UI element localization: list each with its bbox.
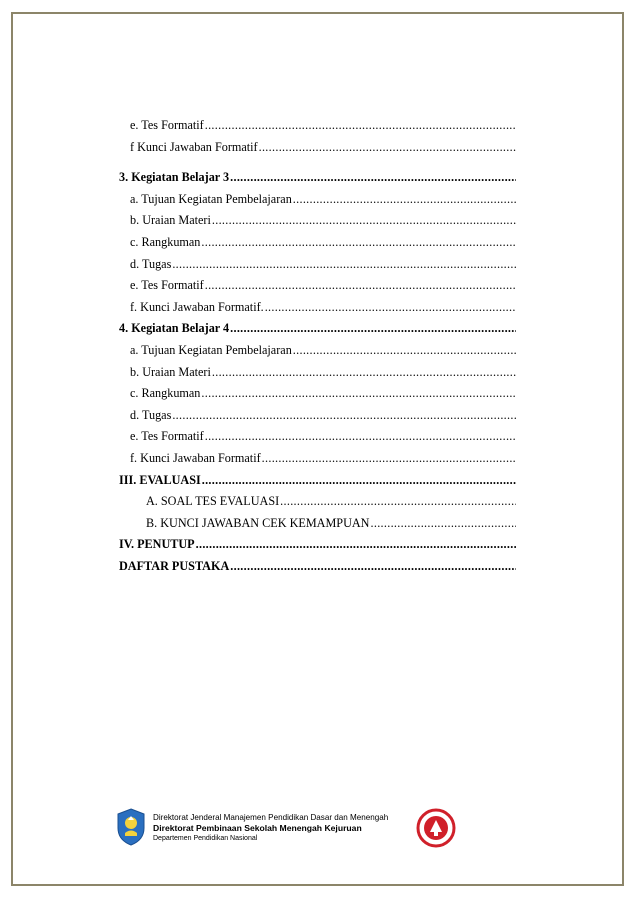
table-of-contents [119, 118, 516, 580]
toc-entry [119, 118, 516, 140]
toc-entry [119, 537, 516, 559]
toc-leader-dots [265, 300, 516, 315]
toc-entry-label: d. Tugas [130, 407, 172, 422]
toc-entry-label: f Kunci Jawaban Formatif [130, 139, 258, 154]
toc-leader-dots [230, 559, 516, 574]
toc-entry [119, 429, 516, 451]
toc-entry-label: III. EVALUASI [119, 472, 201, 487]
toc-leader-dots [230, 321, 516, 336]
toc-entry-label: e. Tes Formatif [130, 118, 204, 132]
toc-entry [119, 516, 516, 538]
toc-leader-dots [293, 192, 516, 207]
tut-wuri-handayani-logo-icon [116, 808, 146, 846]
toc-entry-label: b. Uraian Materi [130, 213, 211, 228]
toc-entry-label: f. Kunci Jawaban Formatif [130, 450, 261, 465]
toc-leader-dots [202, 473, 516, 488]
toc-entry [119, 451, 516, 473]
toc-entry [119, 235, 516, 257]
toc-entry-label: DAFTAR PUSTAKA [119, 558, 230, 573]
toc-leader-dots [259, 140, 516, 155]
toc-leader-dots [205, 429, 516, 444]
toc-entry [119, 473, 516, 495]
toc-entry-label: f. Kunci Jawaban Formatif. [130, 299, 264, 314]
toc-entry-label: B. KUNCI JAWABAN CEK KEMAMPUAN [146, 515, 370, 530]
toc-entry [119, 321, 516, 343]
toc-entry-label: A. SOAL TES EVALUASI [146, 494, 280, 509]
footer-text [153, 812, 388, 844]
toc-entry [119, 408, 516, 430]
toc-leader-dots [371, 516, 517, 531]
toc-leader-dots [262, 451, 516, 466]
toc-leader-dots [230, 170, 516, 185]
toc-entry-label: b. Uraian Materi [130, 364, 211, 379]
toc-entry-label: 4. Kegiatan Belajar 4 [119, 321, 230, 336]
toc-entry [119, 559, 516, 581]
toc-entry [119, 140, 516, 162]
toc-leader-dots [201, 235, 516, 250]
toc-leader-dots [205, 118, 516, 133]
toc-entry [119, 343, 516, 365]
toc-entry [119, 213, 516, 235]
toc-entry-label: d. Tugas [130, 256, 172, 271]
toc-entry [119, 365, 516, 387]
toc-leader-dots [293, 343, 516, 358]
toc-entry-label: e. Tes Formatif [130, 278, 204, 293]
toc-entry-label: c. Rangkuman [130, 234, 201, 249]
smk-logo-icon [416, 808, 456, 848]
toc-entry-label: c. Rangkuman [130, 386, 201, 401]
toc-entry [119, 300, 516, 322]
toc-entry [119, 192, 516, 214]
toc-leader-dots [212, 213, 516, 228]
toc-entry-label: a. Tujuan Kegiatan Pembelajaran [130, 191, 292, 206]
footer-line-3: Departemen Pendidikan Nasional [153, 835, 258, 842]
toc-leader-dots [172, 408, 516, 423]
toc-leader-dots [201, 386, 516, 401]
toc-leader-dots [196, 537, 516, 552]
toc-leader-dots [212, 365, 516, 380]
toc-entry-label: a. Tujuan Kegiatan Pembelajaran [130, 342, 292, 357]
toc-leader-dots [280, 494, 516, 509]
toc-entry-label: 3. Kegiatan Belajar 3 [119, 170, 230, 185]
toc-entry [119, 257, 516, 279]
toc-entry [119, 386, 516, 408]
footer-line-1: Direktorat Jenderal Manajemen Pendidikan Dasar dan Menengah [153, 813, 389, 822]
footer-line-2: Direktorat Pembinaan Sekolah Menengah Kejuruan [153, 823, 362, 833]
toc-entry [119, 494, 516, 516]
toc-entry [119, 278, 516, 300]
toc-leader-dots [172, 257, 516, 272]
footer [116, 806, 456, 854]
toc-entry [119, 170, 516, 192]
toc-leader-dots [205, 278, 516, 293]
toc-entry-label: e. Tes Formatif [130, 429, 204, 444]
toc-entry-label: IV. PENUTUP [119, 537, 195, 552]
